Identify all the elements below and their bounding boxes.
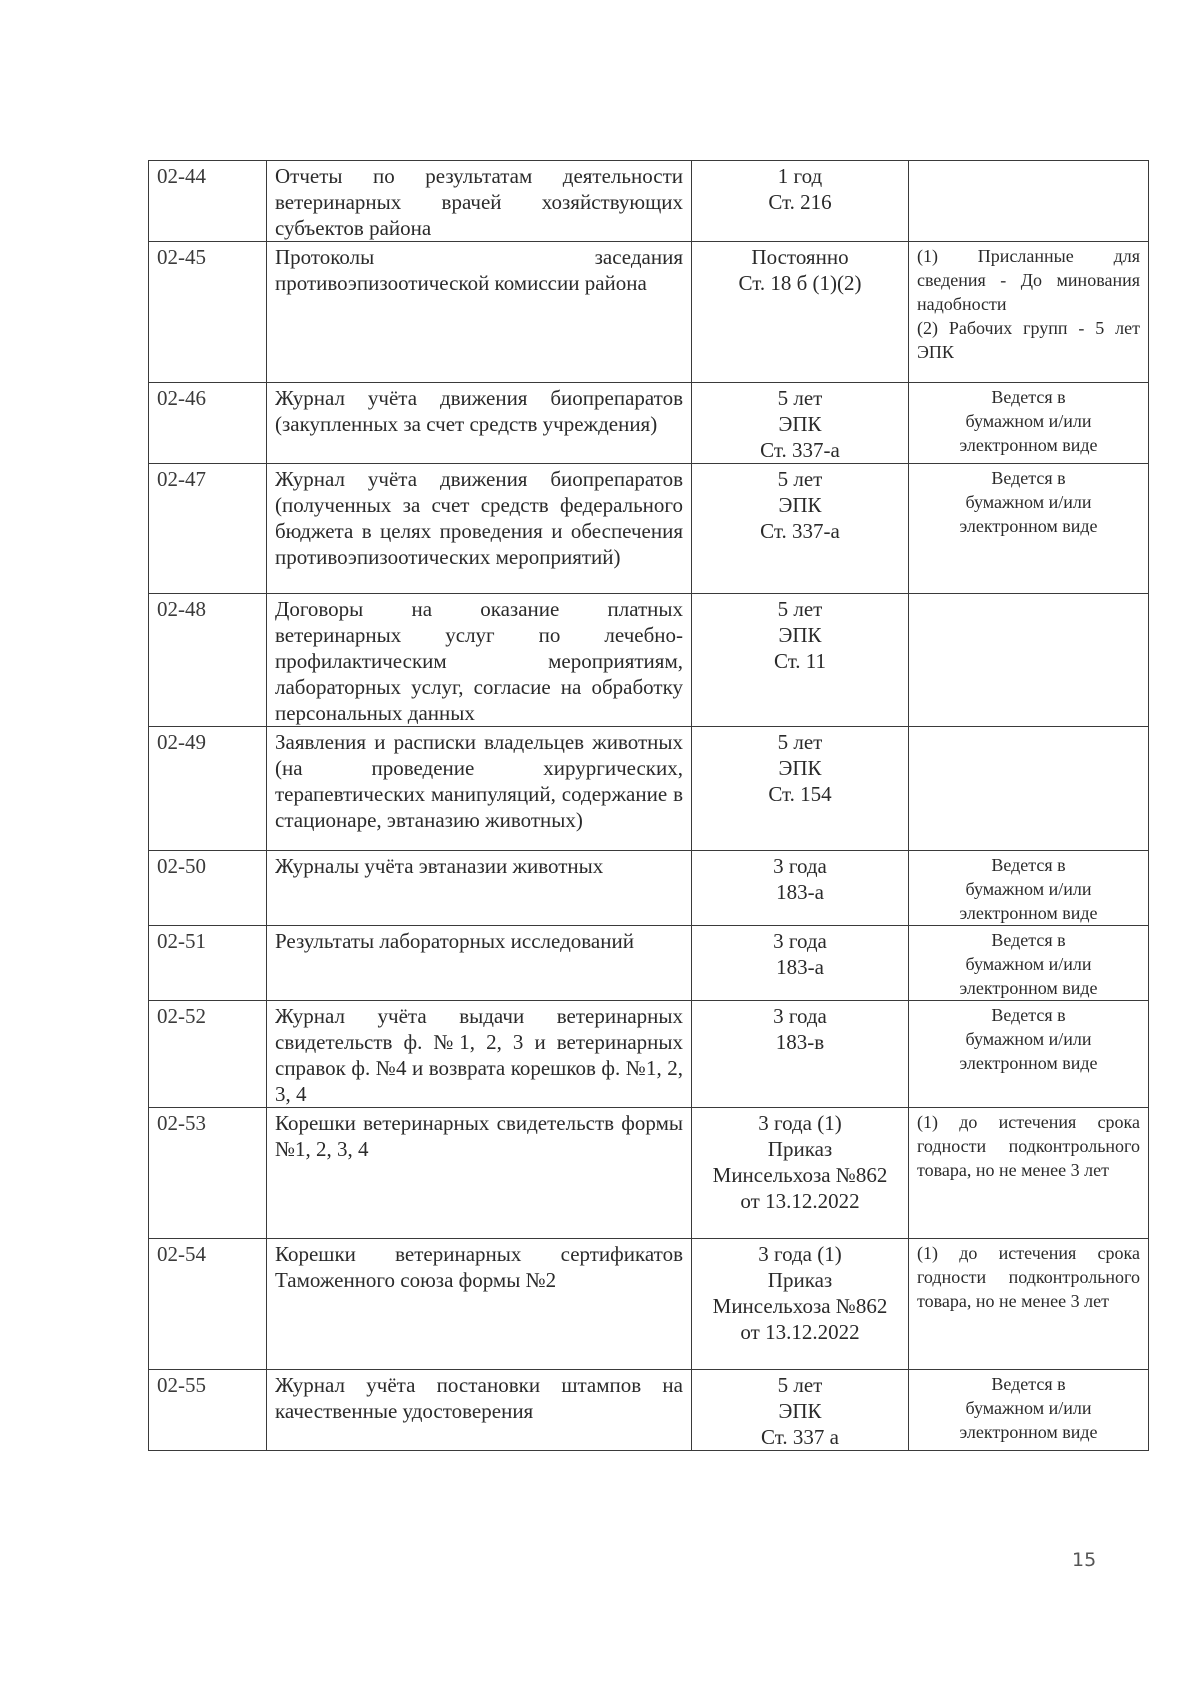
retention-period [692,383,909,464]
retention-period-line: 183-а [776,880,824,904]
record-note [909,1239,1149,1370]
retention-period-line: 5 лет [777,730,823,754]
record-title: Журнал учёта движения биопрепаратов (полученных за счет средств федерального бюджета в целях проведения и обеспечения противоэпизоотических мероприятий) [267,464,692,594]
retention-period-line: 3 года [773,929,827,953]
retention-period-line: Постоянно [751,245,849,269]
table-row [149,851,1149,926]
record-note-line: Ведется в [991,930,1066,950]
retention-period-line: 3 года (1) [758,1111,842,1135]
table-row [149,242,1149,383]
retention-period-line: 5 лет [777,386,823,410]
retention-period-line: 183-в [775,1030,825,1054]
retention-period-line: ЭПК [778,412,822,436]
retention-period [692,464,909,594]
records-table [148,160,1149,1451]
retention-period-line: Ст. 337 а [761,1425,839,1449]
record-title: Журнал учёта выдачи ветеринарных свидетельств ф. №1, 2, 3 и ветеринарных справок ф. №4 и возврата корешков ф. №1, 2, 3, 4 [267,1001,692,1108]
record-note-line: (1) до истечения срока годности подконтрольного товара, но не менее 3 лет [917,1243,1140,1311]
table-row [149,1108,1149,1239]
record-note-line: бумажном и/или [965,1029,1092,1049]
record-code: 02-51 [149,926,267,1001]
record-note [909,242,1149,383]
retention-period [692,1370,909,1451]
record-title: Журнал учёта движения биопрепаратов (закупленных за счет средств учреждения) [267,383,692,464]
retention-period [692,594,909,727]
retention-period-line: Ст. 337-а [760,438,840,462]
record-note-line: (1) Присланные для сведения - До минования надобности [917,246,1140,314]
record-note-line: электронном виде [959,1422,1098,1442]
retention-period [692,1239,909,1370]
record-note-line: бумажном и/или [965,879,1092,899]
retention-period-line: 3 года (1) [758,1242,842,1266]
record-title: Корешки ветеринарных свидетельств формы №1, 2, 3, 4 [267,1108,692,1239]
table-row [149,464,1149,594]
retention-period [692,1108,909,1239]
record-code: 02-48 [149,594,267,727]
record-title: Заявления и расписки владельцев животных (на проведение хирургических, терапевтических манипуляций, содержание в стационаре, эвтаназию животных) [267,727,692,851]
record-note-line: Ведется в [991,855,1066,875]
retention-period-line: 183-а [776,955,824,979]
table-row [149,161,1149,242]
record-title: Отчеты по результатам деятельности ветеринарных врачей хозяйствующих субъектов района [267,161,692,242]
record-note-line: электронном виде [959,435,1098,455]
record-title: Протоколы заседания противоэпизоотической комиссии района [267,242,692,383]
record-note-line: (2) Рабочих групп - 5 лет ЭПК [917,318,1140,362]
retention-period-line: Ст. 154 [768,782,832,806]
record-title: Корешки ветеринарных сертификатов Таможенного союза формы №2 [267,1239,692,1370]
page-number: 15 [1072,1549,1097,1571]
record-code: 02-46 [149,383,267,464]
record-note-line: электронном виде [959,903,1098,923]
record-note [909,926,1149,1001]
record-code: 02-47 [149,464,267,594]
retention-period-line: Ст. 337-а [760,519,840,543]
record-note-line: бумажном и/или [965,411,1092,431]
record-title: Договоры на оказание платных ветеринарных услуг по лечебно-профилактическим мероприятиям, лабораторных услуг, согласие на обработку персональных данных [267,594,692,727]
record-note [909,851,1149,926]
record-title: Журнал учёта постановки штампов на качественные удостоверения [267,1370,692,1451]
table-row [149,1370,1149,1451]
record-note-line: Ведется в [991,387,1066,407]
record-note-line: электронном виде [959,978,1098,998]
record-code: 02-55 [149,1370,267,1451]
table-row [149,926,1149,1001]
record-title: Результаты лабораторных исследований [267,926,692,1001]
retention-period-line: Приказ [767,1268,833,1292]
record-note-line: Ведется в [991,1005,1066,1025]
record-note [909,1001,1149,1108]
record-note-line: Ведется в [991,1374,1066,1394]
retention-period-line: 1 год [777,164,823,188]
retention-period [692,1001,909,1108]
table-row [149,1001,1149,1108]
record-note-line: бумажном и/или [965,492,1092,512]
record-note [909,594,1149,727]
record-code: 02-49 [149,727,267,851]
record-code: 02-45 [149,242,267,383]
record-note-line: Ведется в [991,468,1066,488]
record-code: 02-53 [149,1108,267,1239]
record-code: 02-44 [149,161,267,242]
retention-period-line: от 13.12.2022 [740,1320,860,1344]
record-note-line: бумажном и/или [965,954,1092,974]
record-note [909,1108,1149,1239]
retention-period-line: Приказ [767,1137,833,1161]
retention-period [692,851,909,926]
retention-period-line: ЭПК [778,1399,822,1423]
retention-period-line: ЭПК [778,623,822,647]
retention-period-line: 5 лет [777,467,823,491]
retention-period-line: Минсельхоза №862 [712,1294,888,1318]
retention-period-line: 3 года [773,854,827,878]
retention-period-line: 5 лет [777,597,823,621]
record-title: Журналы учёта эвтаназии животных [267,851,692,926]
record-note [909,161,1149,242]
retention-period-line: 3 года [773,1004,827,1028]
record-code: 02-54 [149,1239,267,1370]
retention-period [692,727,909,851]
record-note [909,1370,1149,1451]
retention-period-line: Минсельхоза №862 [712,1163,888,1187]
records-table-body [149,161,1149,1451]
table-row [149,727,1149,851]
retention-period-line: Ст. 18 б (1)(2) [738,271,862,295]
retention-period-line: от 13.12.2022 [740,1189,860,1213]
table-row [149,383,1149,464]
record-note [909,383,1149,464]
table-row [149,594,1149,727]
record-note-line: электронном виде [959,516,1098,536]
retention-period-line: 5 лет [777,1373,823,1397]
retention-period [692,926,909,1001]
retention-period-line: Ст. 216 [768,190,832,214]
record-note-line: электронном виде [959,1053,1098,1073]
retention-period-line: Ст. 11 [773,649,827,673]
record-note-line: (1) до истечения срока годности подконтрольного товара, но не менее 3 лет [917,1112,1140,1180]
retention-period-line: ЭПК [778,493,822,517]
retention-period [692,161,909,242]
record-code: 02-52 [149,1001,267,1108]
table-row [149,1239,1149,1370]
retention-period [692,242,909,383]
record-note [909,464,1149,594]
record-note-line: бумажном и/или [965,1398,1092,1418]
retention-period-line: ЭПК [778,756,822,780]
record-code: 02-50 [149,851,267,926]
record-note [909,727,1149,851]
